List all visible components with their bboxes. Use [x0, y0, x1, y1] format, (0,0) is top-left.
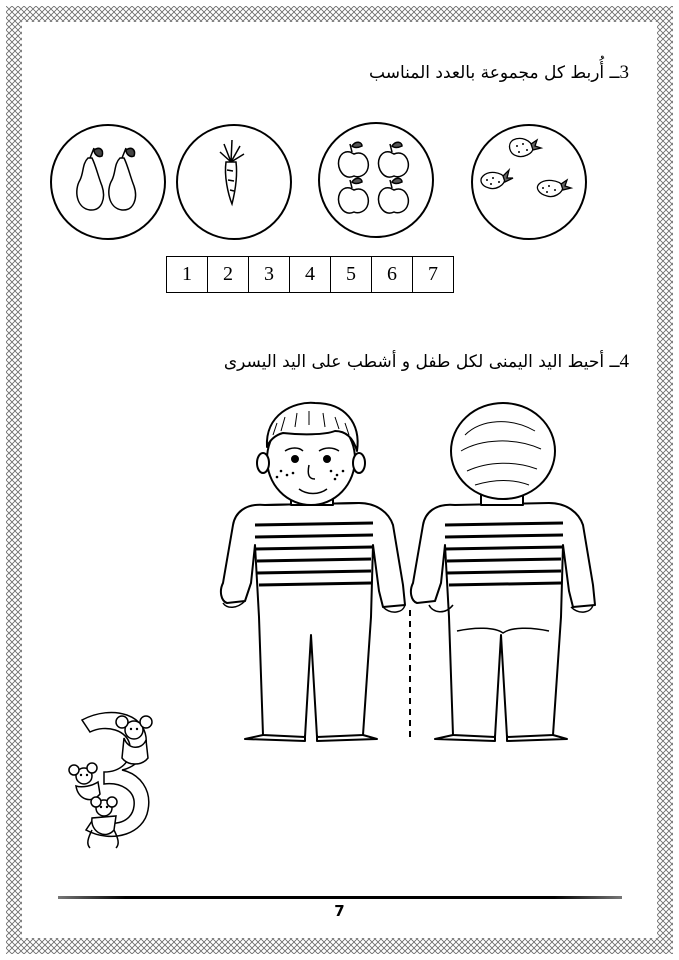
- number-cell-3[interactable]: 3: [248, 257, 289, 292]
- group-circle-apples[interactable]: [318, 122, 434, 238]
- group-circle-carrot[interactable]: [176, 124, 292, 240]
- exercise-3-title: [369, 62, 629, 84]
- number-cell-6[interactable]: 6: [371, 257, 412, 292]
- group-circle-pears[interactable]: [50, 124, 166, 240]
- number-cell-5[interactable]: 5: [330, 257, 371, 292]
- number-mascot-illustration: [62, 700, 172, 850]
- footer-divider: [58, 896, 622, 899]
- boy-back-figure: [411, 403, 595, 741]
- number-cell-1[interactable]: 1: [182, 263, 192, 285]
- group-circle-strawberries[interactable]: [471, 124, 587, 240]
- exercise-4-instruction: ــ أحيط اليد اليمنى لكل طفل و أشطب على اليد اليسرى: [223, 352, 620, 372]
- exercise-3-instruction: ــ أُربط كل مجموعة بالعدد المناسب: [369, 63, 620, 83]
- number-cell-2[interactable]: 2: [207, 257, 248, 292]
- apple-icon: [320, 124, 432, 236]
- two-boys-illustration: [205, 395, 615, 745]
- number-strip: [166, 256, 454, 293]
- exercise-4-title: [224, 351, 629, 373]
- pear-icon: [52, 126, 164, 238]
- number-cell-4[interactable]: 4: [289, 257, 330, 292]
- number-cell-7[interactable]: 7: [412, 257, 453, 292]
- exercise-3-number: 3: [619, 62, 629, 83]
- carrot-icon: [178, 126, 290, 238]
- strawberry-icon: [473, 126, 585, 238]
- exercise-4-number: 4: [619, 351, 629, 372]
- boy-front-figure: [221, 403, 405, 741]
- page-number: 7: [334, 902, 345, 920]
